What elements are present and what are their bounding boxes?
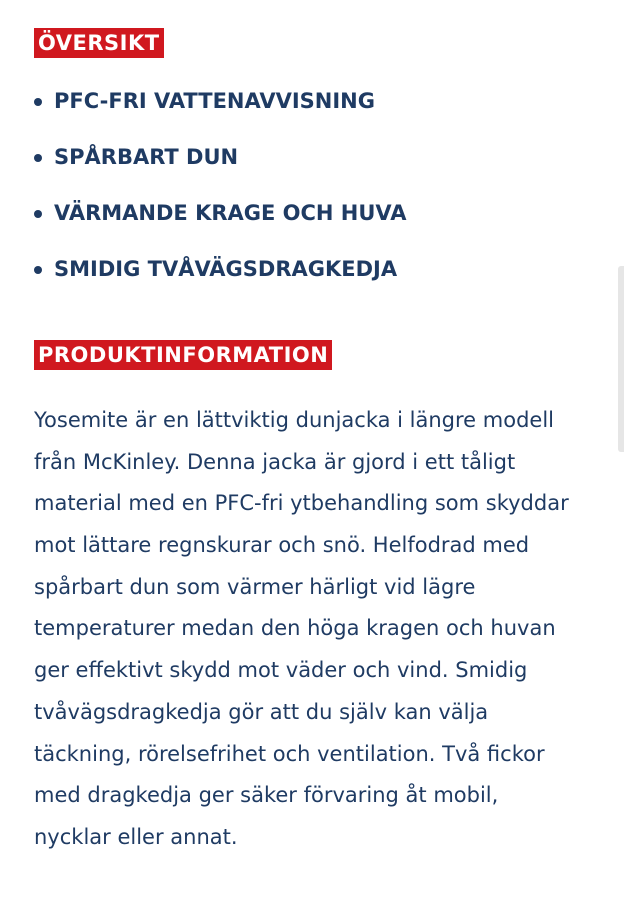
description-line: temperaturer medan den höga kragen och huvan: [34, 616, 556, 641]
description-line: Yosemite är en lättviktig dunjacka i längre modell: [34, 408, 554, 432]
description-line: ger effektivt skydd mot väder och vind. Smidig: [34, 658, 528, 683]
overview-bullet-item: [34, 254, 407, 310]
description-line: tvåvägsdragkedja gör att du själv kan välja: [34, 699, 489, 724]
overview-bullet-text: PFC-FRI VATTENAVVISNING: [54, 89, 375, 113]
overview-bullet-text: SPÅRBART DUN: [54, 145, 239, 169]
bullet-dot-icon: [34, 266, 42, 274]
bullet-dot-icon: [34, 210, 42, 218]
description-line: mot lättare regnskurar och snö. Helfodrad med: [34, 533, 530, 558]
product-description: [34, 400, 606, 859]
overview-bullet-list: [34, 86, 407, 310]
description-line: täckning, rörelsefrihet och ventilation. Två fickor: [34, 741, 545, 766]
overview-heading: ÖVERSIKT: [34, 28, 164, 58]
bullet-dot-icon: [34, 98, 42, 106]
product-info-heading: PRODUKTINFORMATION: [34, 340, 332, 370]
overview-bullet-item: [34, 86, 407, 142]
overview-bullet-text: SMIDIG TVÅVÄGSDRAGKEDJA: [54, 257, 398, 281]
description-line: från McKinley. Denna jacka är gjord i ett tåligt: [34, 449, 516, 474]
overview-bullet-item: [34, 198, 407, 254]
description-line: med dragkedja ger säker förvaring åt mobil,: [34, 783, 499, 808]
description-line: material med en PFC-fri ytbehandling som skyddar: [34, 491, 569, 516]
description-line: nycklar eller annat.: [34, 824, 238, 849]
overview-bullet-text: VÄRMANDE KRAGE OCH HUVA: [54, 201, 407, 225]
bullet-dot-icon: [34, 154, 42, 162]
overview-bullet-item: [34, 142, 407, 198]
description-line: spårbart dun som värmer härligt vid lägre: [34, 574, 476, 599]
scrollbar-thumb[interactable]: [618, 266, 624, 452]
